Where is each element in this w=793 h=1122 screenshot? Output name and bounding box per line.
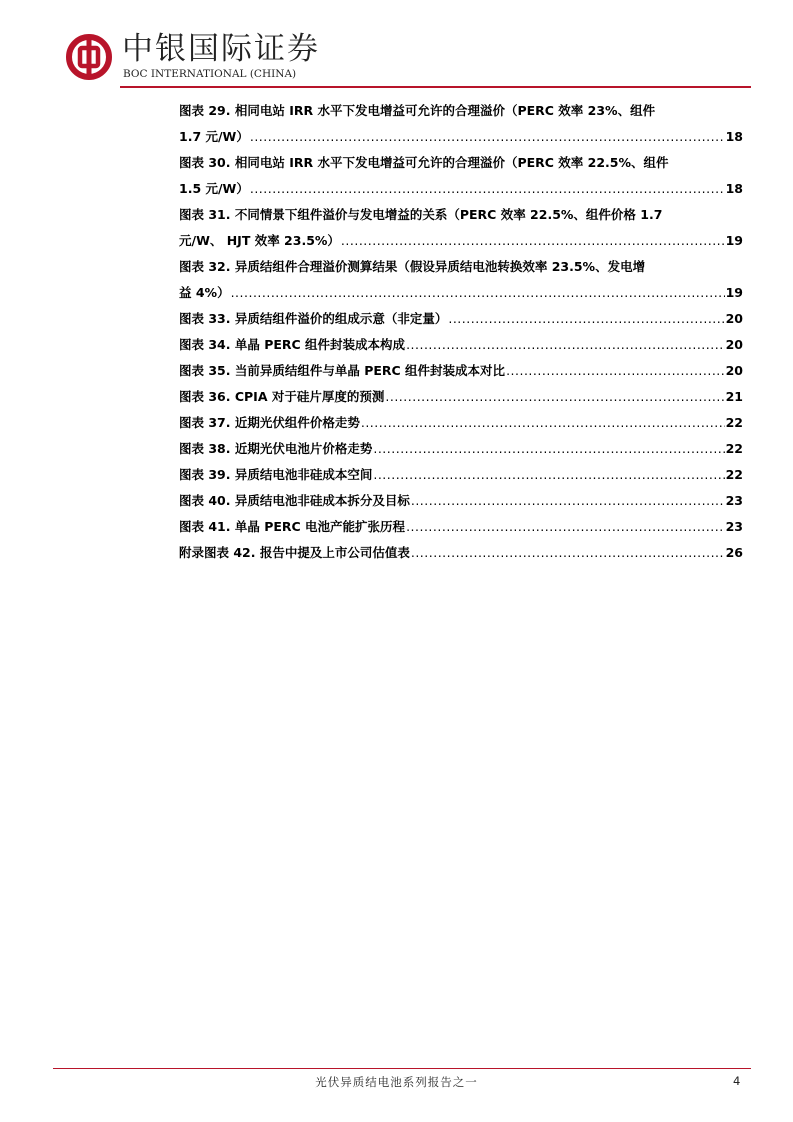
toc-page-number: 20 — [725, 337, 743, 352]
footer-divider — [53, 1068, 751, 1069]
toc-entry-label: 图表 36. CPIA 对于硅片厚度的预测 — [179, 389, 385, 404]
toc-entry-label: 图表 41. 单晶 PERC 电池产能扩张历程 — [179, 519, 406, 534]
toc-entry[interactable] — [179, 202, 743, 228]
toc-entry[interactable] — [179, 384, 743, 410]
toc-entry[interactable] — [179, 462, 743, 488]
leader-dots — [411, 540, 725, 566]
toc-page-number: 19 — [725, 285, 743, 300]
toc-entry-label: 1.7 元/W） — [179, 129, 249, 144]
leader-dots — [411, 488, 725, 514]
leader-dots — [406, 514, 725, 540]
leader-dots — [361, 410, 725, 436]
brand-name-en: BOC INTERNATIONAL (CHINA) — [123, 68, 297, 80]
page-header — [0, 0, 793, 100]
toc-page-number: 20 — [725, 311, 743, 326]
leader-dots — [373, 462, 724, 488]
leader-dots — [341, 228, 725, 254]
toc-entry[interactable] — [179, 98, 743, 124]
footer-page-number: 4 — [733, 1074, 741, 1088]
toc-entry-label: 图表 31. 不同情景下组件溢价与发电增益的关系（PERC 效率 22.5%、组件价格 1.7 — [179, 207, 663, 222]
leader-dots — [250, 124, 725, 150]
toc-page-number: 22 — [725, 467, 743, 482]
leader-dots — [250, 176, 725, 202]
toc-entry-label: 图表 30. 相同电站 IRR 水平下发电增益可允许的合理溢价（PERC 效率 22.5%、组件 — [179, 155, 669, 170]
leader-dots — [385, 384, 724, 410]
toc-entry-continuation[interactable] — [179, 124, 743, 150]
toc-entry-label: 元/W、 HJT 效率 23.5%） — [179, 233, 340, 248]
toc-entry[interactable] — [179, 540, 743, 566]
toc-entry[interactable] — [179, 514, 743, 540]
toc-page-number: 23 — [725, 493, 743, 508]
toc-entry[interactable] — [179, 436, 743, 462]
table-of-figures — [179, 98, 743, 566]
footer-report-title: 光伏异质结电池系列报告之一 — [315, 1075, 478, 1089]
toc-page-number: 20 — [725, 363, 743, 378]
brand-name-cn: 中银国际证券 — [122, 31, 320, 67]
toc-entry-continuation[interactable] — [179, 228, 743, 254]
toc-page-number: 22 — [725, 415, 743, 430]
toc-entry-label: 图表 40. 异质结电池非硅成本拆分及目标 — [179, 493, 410, 508]
leader-dots — [506, 358, 725, 384]
toc-entry[interactable] — [179, 254, 743, 280]
toc-entry[interactable] — [179, 410, 743, 436]
toc-entry-continuation[interactable] — [179, 280, 743, 306]
toc-entry[interactable] — [179, 488, 743, 514]
toc-page-number: 21 — [725, 389, 743, 404]
toc-entry-continuation[interactable] — [179, 176, 743, 202]
toc-page-number: 19 — [725, 233, 743, 248]
toc-page-number: 18 — [725, 181, 743, 196]
leader-dots — [448, 306, 724, 332]
toc-entry-label: 益 4%） — [179, 285, 230, 300]
toc-entry[interactable] — [179, 358, 743, 384]
boc-logo-icon — [66, 34, 112, 80]
header-divider — [120, 86, 751, 88]
toc-entry-label: 图表 37. 近期光伏组件价格走势 — [179, 415, 360, 430]
toc-entry-label: 图表 32. 异质结组件合理溢价测算结果（假设异质结电池转换效率 23.5%、发电增 — [179, 259, 646, 274]
toc-entry-label: 附录图表 42. 报告中提及上市公司估值表 — [179, 545, 410, 560]
toc-entry[interactable] — [179, 150, 743, 176]
leader-dots — [231, 280, 725, 306]
toc-entry-label: 图表 33. 异质结组件溢价的组成示意（非定量） — [179, 311, 448, 326]
toc-entry-label: 1.5 元/W） — [179, 181, 249, 196]
leader-dots — [406, 332, 725, 358]
toc-page-number: 23 — [725, 519, 743, 534]
toc-entry[interactable] — [179, 306, 743, 332]
toc-entry[interactable] — [179, 332, 743, 358]
toc-page-number: 18 — [725, 129, 743, 144]
toc-entry-label: 图表 29. 相同电站 IRR 水平下发电增益可允许的合理溢价（PERC 效率 23%、组件 — [179, 103, 656, 118]
toc-entry-label: 图表 35. 当前异质结组件与单晶 PERC 组件封装成本对比 — [179, 363, 506, 378]
toc-entry-label: 图表 34. 单晶 PERC 组件封装成本构成 — [179, 337, 406, 352]
leader-dots — [373, 436, 724, 462]
toc-page-number: 22 — [725, 441, 743, 456]
toc-entry-label: 图表 39. 异质结电池非硅成本空间 — [179, 467, 373, 482]
toc-entry-label: 图表 38. 近期光伏电池片价格走势 — [179, 441, 373, 456]
toc-page-number: 26 — [725, 545, 743, 560]
